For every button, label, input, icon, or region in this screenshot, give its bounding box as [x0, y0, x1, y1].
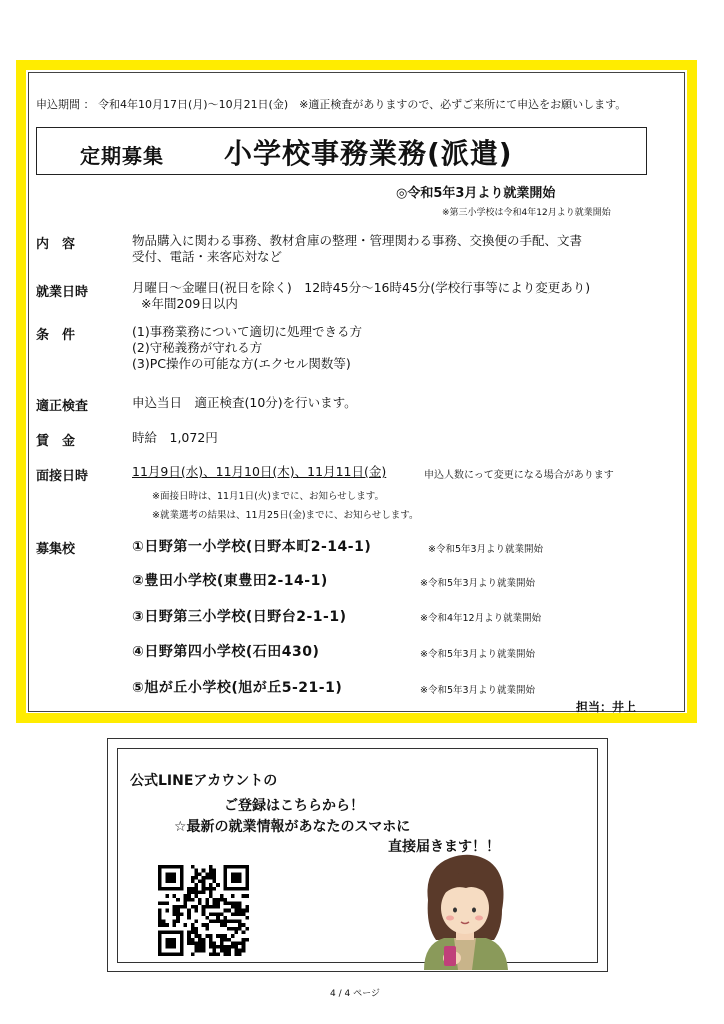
school-4: ④日野第四小学校(石田430) — [132, 644, 320, 660]
wage-value: 時給 1,072円 — [132, 430, 218, 445]
condition-3: (3)PC操作の可能な方(エクセル関数等) — [132, 356, 351, 371]
line-text-3: ☆最新の就業情報があなたのスマホに — [174, 819, 411, 835]
condition-2: (2)守秘義務が守れる方 — [132, 340, 263, 355]
application-period: 申込期間 ： 令和4年10月17日(月)～10月21日(金) ※適正検査がありますので、必ずご来所にて申込をお願いします。 — [36, 98, 627, 111]
school-2-note: ※令和5年3月より就業開始 — [420, 578, 536, 589]
school-3-note: ※令和4年12月より就業開始 — [420, 613, 542, 624]
condition-1: (1)事務業務について適切に処理できる方 — [132, 324, 362, 339]
page-title: 小学校事務業務(派遣) — [224, 137, 513, 170]
line-text-2: ご登録はこちらから！ — [224, 798, 364, 814]
line-text-4: 直接届きます！！ — [388, 839, 500, 855]
content-line-1: 物品購入に関わる事務、教材倉庫の整理・管理関わる事務、交換便の手配、文書 — [132, 233, 583, 248]
page-number: 4 / 4 ページ — [330, 989, 380, 999]
work-days-label: 就業日時 — [36, 285, 89, 300]
woman-smartphone-illustration — [410, 848, 520, 970]
school-2: ②豊田小学校(東豊田2-14-1) — [132, 573, 328, 589]
work-days-line-2: ※年間209日以内 — [141, 296, 238, 311]
school-5-note: ※令和5年3月より就業開始 — [420, 685, 536, 696]
content-label: 内 容 — [36, 237, 76, 252]
conditions-label: 条 件 — [36, 328, 76, 343]
interview-note-2: ※就業選考の結果は、11月25日(金)までに、お知らせします。 — [152, 510, 419, 521]
start-date: ◎令和5年3月より就業開始 — [396, 186, 556, 201]
schools-label: 募集校 — [36, 542, 76, 557]
interview-dates: 11月9日(水)、11月10日(木)、11月11日(金) — [132, 464, 387, 479]
interview-label: 面接日時 — [36, 469, 89, 484]
interview-note-1: ※面接日時は、11月1日(火)までに、お知らせします。 — [152, 491, 384, 502]
wage-label: 賃 金 — [36, 434, 76, 449]
qr-code-icon[interactable] — [158, 865, 249, 956]
interview-change-note: 申込人数にって変更になる場合があります — [424, 470, 614, 481]
content-line-2: 受付、電話・来客応対など — [132, 249, 283, 264]
school-1-note: ※令和5年3月より就業開始 — [428, 544, 544, 555]
school-4-note: ※令和5年3月より就業開始 — [420, 649, 536, 660]
test-value: 申込当日 適正検査(10分)を行います。 — [132, 395, 357, 410]
contact-person: 担当：井上 — [576, 700, 637, 714]
work-days-line-1: 月曜日～金曜日(祝日を除く) 12時45分～16時45分(学校行事等により変更あり) — [132, 280, 591, 295]
line-text-1: 公式LINEアカウントの — [130, 773, 278, 789]
school-5: ⑤旭が丘小学校(旭が丘5-21-1) — [132, 680, 343, 696]
school-3: ③日野第三小学校(日野台2-1-1) — [132, 609, 347, 625]
test-label: 適正検査 — [36, 399, 89, 414]
start-note: ※第三小学校は令和4年12月より就業開始 — [442, 208, 611, 218]
school-1: ①日野第一小学校(日野本町2-14-1) — [132, 539, 372, 555]
title-recruitment-type: 定期募集 — [80, 144, 164, 168]
